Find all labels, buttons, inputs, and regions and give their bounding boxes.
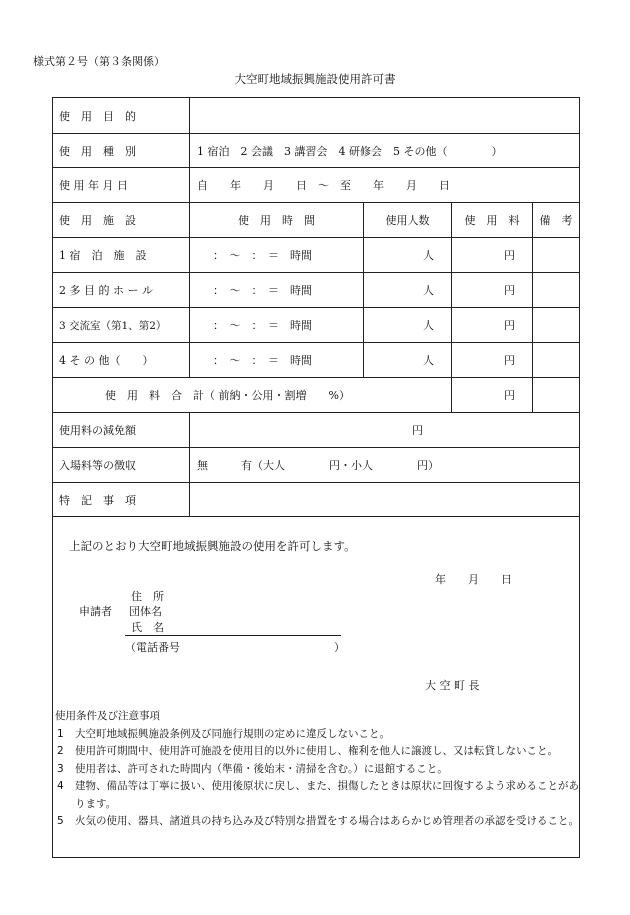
condition-item bbox=[53, 726, 579, 744]
type-row bbox=[53, 134, 579, 168]
people-field: 人 bbox=[423, 249, 434, 262]
form-number: 様式第２号（第３条関係） bbox=[33, 55, 165, 68]
condition-number: 1 bbox=[57, 727, 64, 740]
remarks-field[interactable] bbox=[533, 308, 579, 342]
permission-statement: 上記のとおり大空町地域振興施設の使用を許可します。 bbox=[69, 539, 356, 553]
people-field: 人 bbox=[423, 284, 434, 297]
fee-field: 円 bbox=[504, 249, 515, 262]
fee-field: 円 bbox=[504, 319, 515, 332]
total-fee: 円 bbox=[504, 389, 515, 402]
condition-text: 使用許可期間中、使用許可施設を使用目的以外に使用し、権利を他人に譲渡し、又は転貸しないこと。 bbox=[75, 745, 558, 757]
time-field: ： 〜 ： ＝ 時間 bbox=[213, 354, 312, 367]
name-label: 氏 名 bbox=[131, 621, 164, 634]
total-row bbox=[53, 378, 579, 413]
condition-text: 火気の使用、器具、諸道具の持ち込み及び特別な措置をする場合はあらかじめ管理者の承認を受けること。 bbox=[75, 815, 579, 827]
purpose-label: 使 用 目 的 bbox=[59, 109, 136, 123]
notes-field[interactable] bbox=[190, 483, 579, 516]
conditions-title: 使用条件及び注意事項 bbox=[55, 710, 160, 722]
permit-date: 年 月 日 bbox=[435, 573, 512, 586]
facility-row bbox=[53, 308, 579, 343]
admission-row bbox=[53, 448, 579, 483]
facility-name: 3 交流室（第1、第2） bbox=[59, 319, 167, 332]
notes-label: 特 記 事 項 bbox=[59, 493, 136, 507]
phone-label: （電話番号 bbox=[125, 641, 180, 654]
condition-text: 建物、備品等は丁寧に扱い、使用後原状に戻し、また、損傷したときは原状に回復するよう求めることがあります。 bbox=[75, 780, 579, 810]
condition-item bbox=[53, 761, 579, 779]
condition-text: 大空町地域振興施設条例及び同施行規則の定めに違反しないこと。 bbox=[75, 727, 390, 740]
document-title: 大空町地域振興施設使用許可書 bbox=[234, 72, 396, 86]
condition-item bbox=[53, 813, 579, 831]
reduction-value: 円 bbox=[412, 424, 423, 437]
date-row bbox=[53, 168, 579, 203]
remarks-field[interactable] bbox=[533, 343, 579, 377]
reduction-label: 使用料の減免額 bbox=[59, 424, 136, 437]
facility-row bbox=[53, 238, 579, 273]
reduction-row bbox=[53, 413, 579, 448]
facility-header-row bbox=[53, 203, 579, 238]
type-options: 1 宿泊 2 会議 3 講習会 4 研修会 5 その他（ ） bbox=[197, 144, 503, 158]
time-field: ： 〜 ： ＝ 時間 bbox=[213, 284, 312, 297]
total-remarks-field[interactable] bbox=[533, 378, 579, 412]
facility-name: 1 宿 泊 施 設 bbox=[59, 249, 147, 262]
condition-number: 5 bbox=[57, 815, 64, 827]
condition-number: 2 bbox=[57, 745, 64, 757]
condition-number: 4 bbox=[57, 780, 64, 792]
fee-field: 円 bbox=[504, 284, 515, 297]
people-field: 人 bbox=[423, 319, 434, 332]
remarks-header: 備 考 bbox=[539, 214, 573, 227]
time-header: 使 用 時 間 bbox=[238, 214, 315, 227]
issuer: 大 空 町 長 bbox=[425, 679, 480, 692]
purpose-row bbox=[53, 98, 579, 134]
condition-item bbox=[53, 778, 579, 813]
facility-row bbox=[53, 273, 579, 308]
people-header: 使用人数 bbox=[385, 214, 430, 227]
remarks-field[interactable] bbox=[533, 238, 579, 272]
group-label: 団体名 bbox=[129, 605, 162, 618]
name-underline bbox=[125, 635, 341, 636]
admission-value: 無 有（大人 円・小人 円） bbox=[197, 459, 439, 472]
time-field: ： 〜 ： ＝ 時間 bbox=[213, 319, 312, 332]
date-label: 使 用 年 月 日 bbox=[59, 179, 128, 192]
facility-name: 2 多 目 的 ホ ー ル bbox=[59, 284, 153, 297]
time-field: ： 〜 ： ＝ 時間 bbox=[213, 249, 312, 262]
condition-text: 使用者は、許可された時間内（準備・後始末・清掃を含む。）に退館すること。 bbox=[75, 762, 448, 775]
conditions bbox=[53, 708, 579, 831]
permit-form bbox=[52, 97, 580, 858]
condition-number: 3 bbox=[57, 762, 64, 775]
total-label: 使 用 料 合 計（ 前納・公用・割増 %） bbox=[105, 389, 350, 402]
notes-row bbox=[53, 483, 579, 517]
applicant-label: 申請者 bbox=[79, 605, 112, 618]
fee-header: 使 用 料 bbox=[464, 214, 520, 227]
remarks-field[interactable] bbox=[533, 273, 579, 307]
address-label: 住 所 bbox=[131, 590, 164, 603]
facility-name: 4 そ の 他（ ） bbox=[59, 354, 154, 367]
facility-row bbox=[53, 343, 579, 378]
facility-header: 使 用 施 設 bbox=[59, 214, 136, 227]
fee-field: 円 bbox=[504, 354, 515, 367]
type-label: 使 用 種 別 bbox=[59, 144, 136, 158]
admission-label: 入場料等の徴収 bbox=[59, 459, 136, 472]
people-field: 人 bbox=[423, 354, 434, 367]
phone-close: ） bbox=[334, 641, 345, 654]
date-field: 自 年 月 日 〜 至 年 月 日 bbox=[197, 179, 450, 192]
condition-item bbox=[53, 743, 579, 761]
purpose-field[interactable] bbox=[190, 98, 579, 133]
